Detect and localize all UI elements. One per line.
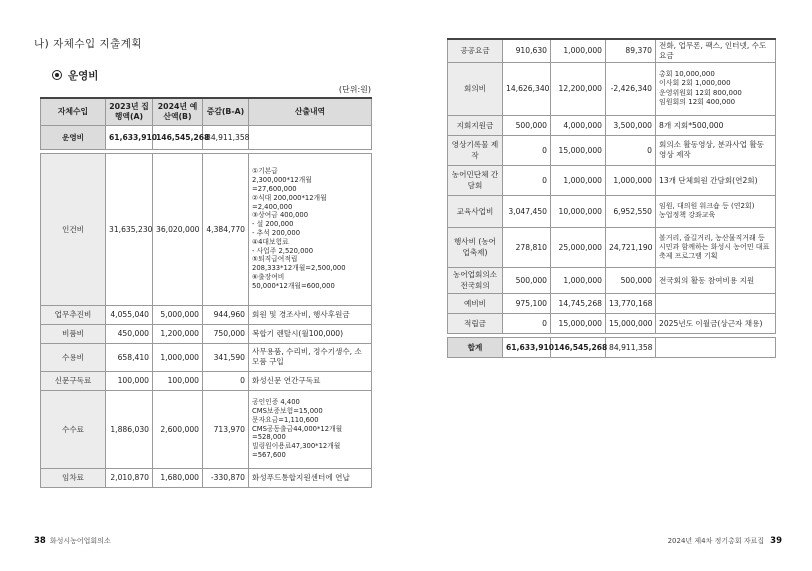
- row-diff: 15,000,000: [606, 313, 656, 333]
- row-2023: 975,100: [503, 293, 551, 313]
- row-2023: 14,626,340: [503, 62, 551, 115]
- row-item: 임차료: [41, 468, 106, 487]
- row-diff: -2,426,340: [606, 62, 656, 115]
- row-diff: 750,000: [203, 324, 249, 343]
- row-2024: 1,000,000: [153, 343, 203, 371]
- header-2023: 2023년 집행액(A): [106, 98, 153, 125]
- row-detail: 전국회의 활동 참여비용 지원: [656, 267, 776, 293]
- row-2023: 658,410: [106, 343, 153, 371]
- row-item: 적립금: [448, 313, 503, 333]
- table-row: [448, 165, 776, 195]
- table-row: [448, 313, 776, 333]
- row-2024: 10,000,000: [551, 195, 606, 227]
- row-2024: 146,545,268: [153, 125, 203, 149]
- row-detail: 회의소 활동영상, 분과사업 활동 영상 제작: [656, 135, 776, 165]
- row-2023: 0: [503, 135, 551, 165]
- table-row: [41, 371, 372, 390]
- row-2023: 2,010,870: [106, 468, 153, 487]
- row-diff: 944,960: [203, 305, 249, 324]
- footer-right: [668, 536, 782, 546]
- row-diff: 89,370: [606, 39, 656, 62]
- row-detail: 화성푸드통합지원센터에 연납: [249, 468, 372, 487]
- row-diff: 0: [203, 371, 249, 390]
- footer-left: [34, 536, 111, 546]
- table-row: [41, 305, 372, 324]
- row-detail: ①기본급 2,300,000*12개월 =27,600,000 ②식대 200,000*12개월 =2,400,000 ③상여금 400,000 - 설 200,000 - 추석 200,000 ④4대보험료 - 사업주 2,520,000 ⑤퇴직급여적립 208,333*12개월=2,500,000 ⑥출장여비 50,000*12개월=600,000: [249, 153, 372, 305]
- row-2024: 12,200,000: [551, 62, 606, 115]
- row-item: 교육사업비: [448, 195, 503, 227]
- row-diff: 84,911,358: [203, 125, 249, 149]
- table-row: [41, 324, 372, 343]
- row-2024: 14,745,268: [551, 293, 606, 313]
- row-2023: 61,633,910: [106, 125, 153, 149]
- section-title: 나) 자체수입 지출계획: [34, 38, 143, 50]
- row-item: 영상기록물 제작: [448, 135, 503, 165]
- table-row: [41, 390, 372, 468]
- row-2024: 1,200,000: [153, 324, 203, 343]
- row-2024: 1,000,000: [551, 39, 606, 62]
- row-diff: 24,721,190: [606, 227, 656, 267]
- row-2023: 3,047,450: [503, 195, 551, 227]
- row-detail: 13개 단체회원 간담회(연2회): [656, 165, 776, 195]
- row-detail: 화성신문 연간구독료: [249, 371, 372, 390]
- table-row: [448, 115, 776, 135]
- subsection-label: 운영비: [68, 70, 99, 82]
- table-row: [448, 293, 776, 313]
- row-item: 인건비: [41, 153, 106, 305]
- row-item: 농어민단체 간담회: [448, 165, 503, 195]
- row-2023: 278,810: [503, 227, 551, 267]
- unit-label: (단위:원): [338, 85, 371, 94]
- row-2024: 2,600,000: [153, 390, 203, 468]
- row-2024: 5,000,000: [153, 305, 203, 324]
- row-2024: 100,000: [153, 371, 203, 390]
- header-diff: 증감(B-A): [203, 98, 249, 125]
- row-detail: [656, 337, 776, 357]
- row-detail: 볼거리, 즐길거리, 농산물직거래 등 시민과 함께하는 화성시 농어민 대표 축제 프로그램 기획: [656, 227, 776, 267]
- page-number-right: 39: [770, 536, 782, 546]
- right-budget-table: [447, 38, 776, 358]
- table-row: [448, 135, 776, 165]
- row-diff: 341,590: [203, 343, 249, 371]
- row-item: 회의비: [448, 62, 503, 115]
- row-2024: 1,000,000: [551, 267, 606, 293]
- row-2023: 31,635,230: [106, 153, 153, 305]
- row-2023: 0: [503, 165, 551, 195]
- row-item: 지회지원금: [448, 115, 503, 135]
- table-row: [41, 468, 372, 487]
- table-row: [41, 125, 372, 149]
- row-2024: 15,000,000: [551, 313, 606, 333]
- row-item: 운영비: [41, 125, 106, 149]
- row-diff: 500,000: [606, 267, 656, 293]
- table-row: [448, 62, 776, 115]
- bullet-circle-icon: [52, 70, 62, 80]
- footer-right-text: 2024년 제4차 정기총회 자료집: [667, 537, 765, 545]
- table-row: [448, 227, 776, 267]
- header-2024: 2024년 예산액(B): [153, 98, 203, 125]
- row-diff: 84,911,358: [606, 337, 656, 357]
- row-diff: 1,000,000: [606, 165, 656, 195]
- row-detail: 총회 10,000,000 이사회 2회 1,000,000 운영위원회 12회 800,000 임원회의 12회 400,000: [656, 62, 776, 115]
- row-detail: 회원 및 경조사비, 행사후원금: [249, 305, 372, 324]
- row-item: 업무추진비: [41, 305, 106, 324]
- row-item: 비품비: [41, 324, 106, 343]
- row-item: 행사비 (농어업축제): [448, 227, 503, 267]
- table-header-row: [41, 98, 372, 125]
- table-row: [448, 195, 776, 227]
- subsection-title: [52, 68, 98, 83]
- row-item: 공공요금: [448, 39, 503, 62]
- row-item: 예비비: [448, 293, 503, 313]
- row-item: 신문구독료: [41, 371, 106, 390]
- row-2024: 146,545,268: [551, 337, 606, 357]
- row-item: 수수료: [41, 390, 106, 468]
- row-2023: 4,055,040: [106, 305, 153, 324]
- table-row: [448, 267, 776, 293]
- row-item: 합계: [448, 337, 503, 357]
- page-number-left: 38: [34, 536, 46, 546]
- left-budget-table: [40, 97, 372, 488]
- row-2023: 0: [503, 313, 551, 333]
- row-detail: [249, 125, 372, 149]
- row-2024: 25,000,000: [551, 227, 606, 267]
- total-row: [448, 337, 776, 357]
- row-detail: 8개 지회*500,000: [656, 115, 776, 135]
- row-detail: 공인인증 4,400 CMS보증보험=15,000 문자요금=1,110,600 CMS공동출금44,000*12개월 =528,000 빌링원이용료47,300*12개월 =567,600: [249, 390, 372, 468]
- row-2023: 500,000: [503, 267, 551, 293]
- row-detail: 사무용품, 수리비, 정수기생수, 소모품 구입: [249, 343, 372, 371]
- row-detail: [656, 293, 776, 313]
- row-2024: 4,000,000: [551, 115, 606, 135]
- footer-left-text: 화성시농어업회의소: [49, 537, 111, 545]
- row-diff: 6,952,550: [606, 195, 656, 227]
- row-diff: 4,384,770: [203, 153, 249, 305]
- header-item: 자체수입: [41, 98, 106, 125]
- table-row: [41, 153, 372, 305]
- row-2023: 1,886,030: [106, 390, 153, 468]
- row-diff: 13,770,168: [606, 293, 656, 313]
- table-row: [448, 39, 776, 62]
- row-2024: 15,000,000: [551, 135, 606, 165]
- row-2023: 500,000: [503, 115, 551, 135]
- row-item: 수용비: [41, 343, 106, 371]
- row-diff: -330,870: [203, 468, 249, 487]
- row-2023: 61,633,910: [503, 337, 551, 357]
- row-2024: 1,000,000: [551, 165, 606, 195]
- row-2023: 910,630: [503, 39, 551, 62]
- row-detail: 복합기 렌탈시(월100,000): [249, 324, 372, 343]
- row-2024: 36,020,000: [153, 153, 203, 305]
- row-diff: 713,970: [203, 390, 249, 468]
- row-2023: 100,000: [106, 371, 153, 390]
- table-row: [41, 343, 372, 371]
- row-item: 농어업회의소 전국회의: [448, 267, 503, 293]
- row-detail: 2025년도 이월금(상근자 채용): [656, 313, 776, 333]
- row-2023: 450,000: [106, 324, 153, 343]
- header-detail: 산출내역: [249, 98, 372, 125]
- row-diff: 3,500,000: [606, 115, 656, 135]
- row-detail: 임원, 대의원 워크숍 등 (연2회) 농업정책 강좌교육: [656, 195, 776, 227]
- row-detail: 전화, 업무폰, 팩스, 인터넷, 수도요금: [656, 39, 776, 62]
- row-diff: 0: [606, 135, 656, 165]
- row-2024: 1,680,000: [153, 468, 203, 487]
